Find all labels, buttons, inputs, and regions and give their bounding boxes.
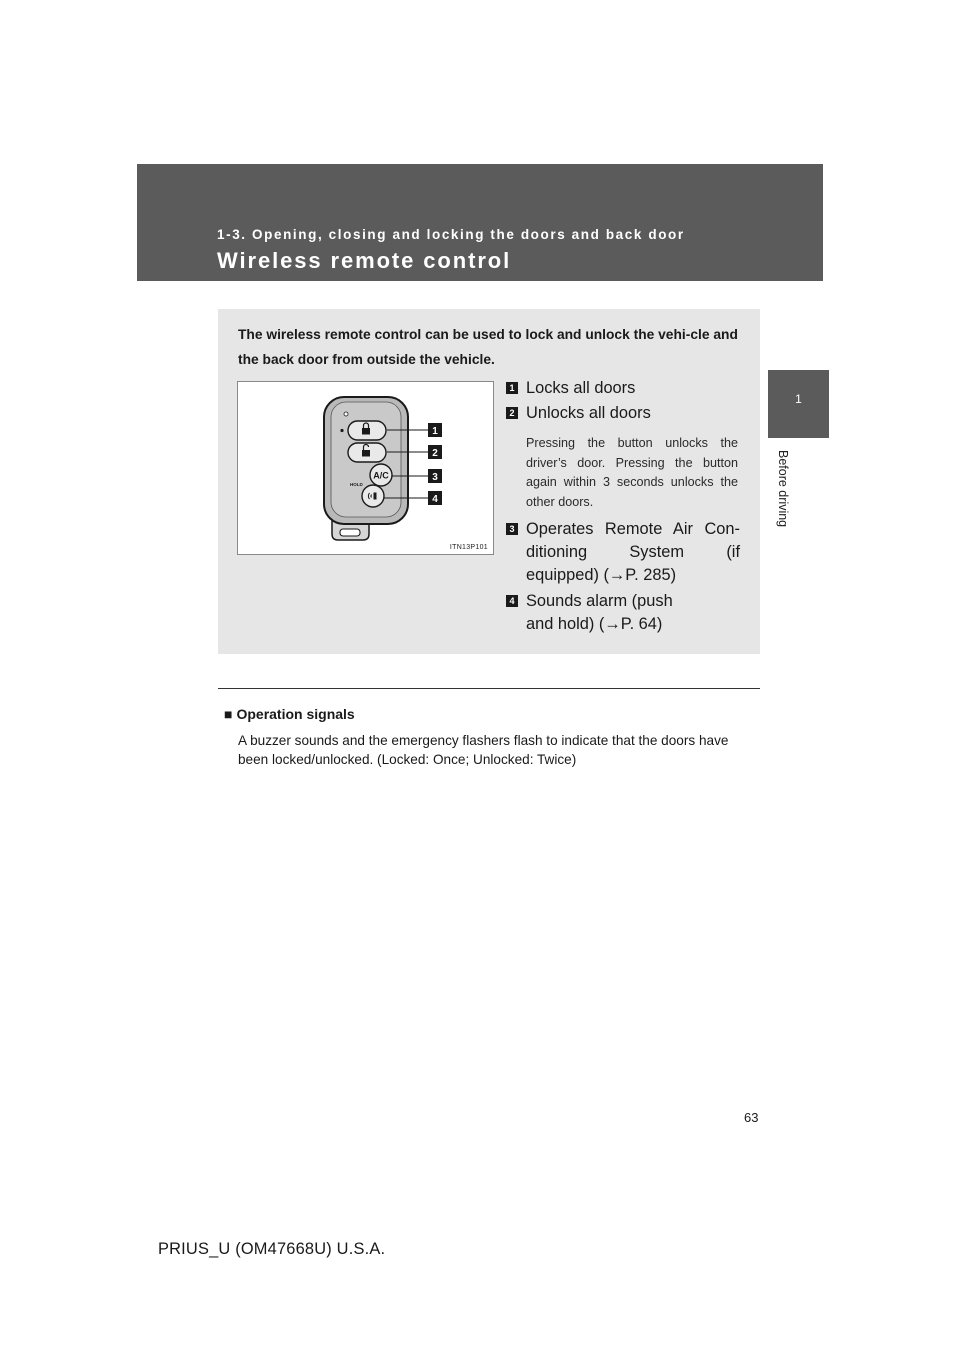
legend-item-1-text: Locks all doors [526,379,636,397]
footer-manual-code: PRIUS_U (OM47668U) U.S.A. [158,1240,386,1258]
chapter-tab[interactable] [768,370,829,438]
section-divider [218,688,760,689]
legend-item-3 [506,518,740,588]
panic-button [362,485,384,507]
callout-4-label: 4 [432,494,438,505]
legend-item-2 [506,402,740,426]
legend-item-2-note: Pressing the button unlocks the driver’s door. Pressing the button again within 3 seconds unlocks the other doors. [526,436,738,509]
page-number: 63 [744,1110,759,1125]
key-blade-slot [340,529,360,536]
operation-heading [224,706,355,722]
callout-3-label: 3 [432,472,438,483]
remote-figure [237,381,494,555]
callout-1-label: 1 [432,426,438,437]
badge-1: 1 [506,382,518,394]
figure-code: ITN13P101 [449,544,488,551]
chapter-name: Before driving [776,450,790,528]
intro-text: The wireless remote control can be used to lock and unlock the vehi-cle and the back door from outside the vehicle. [238,327,738,367]
badge-3: 3 [506,523,518,535]
ac-label: A/C [373,470,389,481]
operation-heading-text: Operation signals [236,706,355,722]
legend-item-2-text: Unlocks all doors [526,404,651,422]
operation-body: A buzzer sounds and the emergency flashers flash to indicate that the doors have been locked/unlocked. (Locked: Once; Unlocked: Twice) [238,733,729,767]
badge-4: 4 [506,595,518,607]
callout-2-label: 2 [432,448,438,459]
chapter-number: 1 [795,392,802,406]
badge-2: 2 [506,407,518,419]
legend-item-3-text: Operates Remote Air Con-ditioning System (if equipped) (→P. 285) [526,520,740,584]
page-title: Wireless remote control [217,248,512,273]
remote-illustration [238,382,495,556]
legend-item-4 [506,590,740,636]
section-label: 1-3. Opening, closing and locking the doors and back door [217,227,685,242]
hold-label: HOLD [350,482,363,487]
bullet-square-icon: ■ [224,706,233,722]
indicator-led [344,412,348,416]
legend-item-1 [506,377,740,401]
legend-item-4-text: Sounds alarm (push and hold) (→P. 64) [526,592,673,633]
